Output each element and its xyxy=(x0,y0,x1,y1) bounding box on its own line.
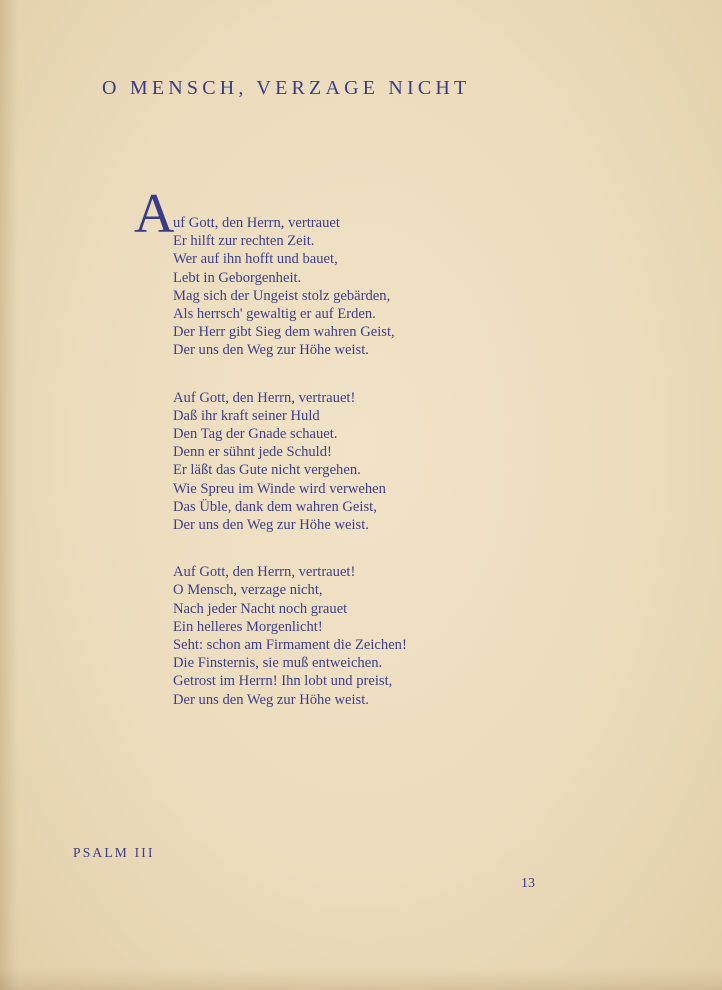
stanza-2 xyxy=(173,389,493,535)
poem-line: Als herrsch' gewaltig er auf Erden. xyxy=(173,306,376,323)
stanza-3 xyxy=(173,563,493,709)
poem-line: Nach jeder Nacht noch grauet xyxy=(173,600,348,617)
poem-line: Die Finsternis, sie muß entweichen. xyxy=(173,655,383,672)
poem-line: Lebt in Geborgenheit. xyxy=(173,269,302,286)
page-edge-shadow xyxy=(0,0,18,990)
drop-cap: A xyxy=(134,183,175,245)
poem-line: uf Gott, den Herrn, vertrauet xyxy=(173,215,340,231)
poem-line: Auf Gott, den Herrn, vertrauet! xyxy=(173,389,356,406)
poem-line: Ein helleres Morgenlicht! xyxy=(173,618,323,635)
psalm-label: PSALM III xyxy=(73,845,155,860)
page-bottom-shadow xyxy=(0,968,722,990)
poem-line: Mag sich der Ungeist stolz gebärden, xyxy=(173,287,391,304)
poem-line: Den Tag der Gnade schauet. xyxy=(173,426,338,443)
poem-line: Der uns den Weg zur Höhe weist. xyxy=(173,691,369,708)
poem-line: Wer auf ihn hofft und bauet, xyxy=(173,251,338,268)
poem-line: Denn er sühnt jede Schuld! xyxy=(173,444,332,461)
poem-line: O Mensch, verzage nicht, xyxy=(173,582,323,599)
poem-line: Der uns den Weg zur Höhe weist. xyxy=(173,342,369,359)
poem-line: Daß ihr kraft seiner Huld xyxy=(173,407,320,424)
poem-line: Der uns den Weg zur Höhe weist. xyxy=(173,517,369,534)
poem-line: Getrost im Herrn! Ihn lobt und preist, xyxy=(173,673,393,690)
poem-line: Der Herr gibt Sieg dem wahren Geist, xyxy=(173,324,395,341)
poem-line: Er läßt das Gute nicht vergehen. xyxy=(173,462,361,479)
poem-body xyxy=(173,214,493,738)
poem-line: Seht: schon am Firmament die Zeichen! xyxy=(173,637,407,654)
poem-line: Auf Gott, den Herrn, vertrauet! xyxy=(173,564,356,581)
poem-line: Wie Spreu im Winde wird verwehen xyxy=(173,480,386,497)
poem-line: Er hilft zur rechten Zeit. xyxy=(173,233,315,250)
poem-title: O MENSCH, VERZAGE NICHT xyxy=(102,77,471,99)
poem-line: Das Üble, dank dem wahren Geist, xyxy=(173,498,377,515)
page-number: 13 xyxy=(521,876,535,891)
stanza-1 xyxy=(173,214,493,360)
